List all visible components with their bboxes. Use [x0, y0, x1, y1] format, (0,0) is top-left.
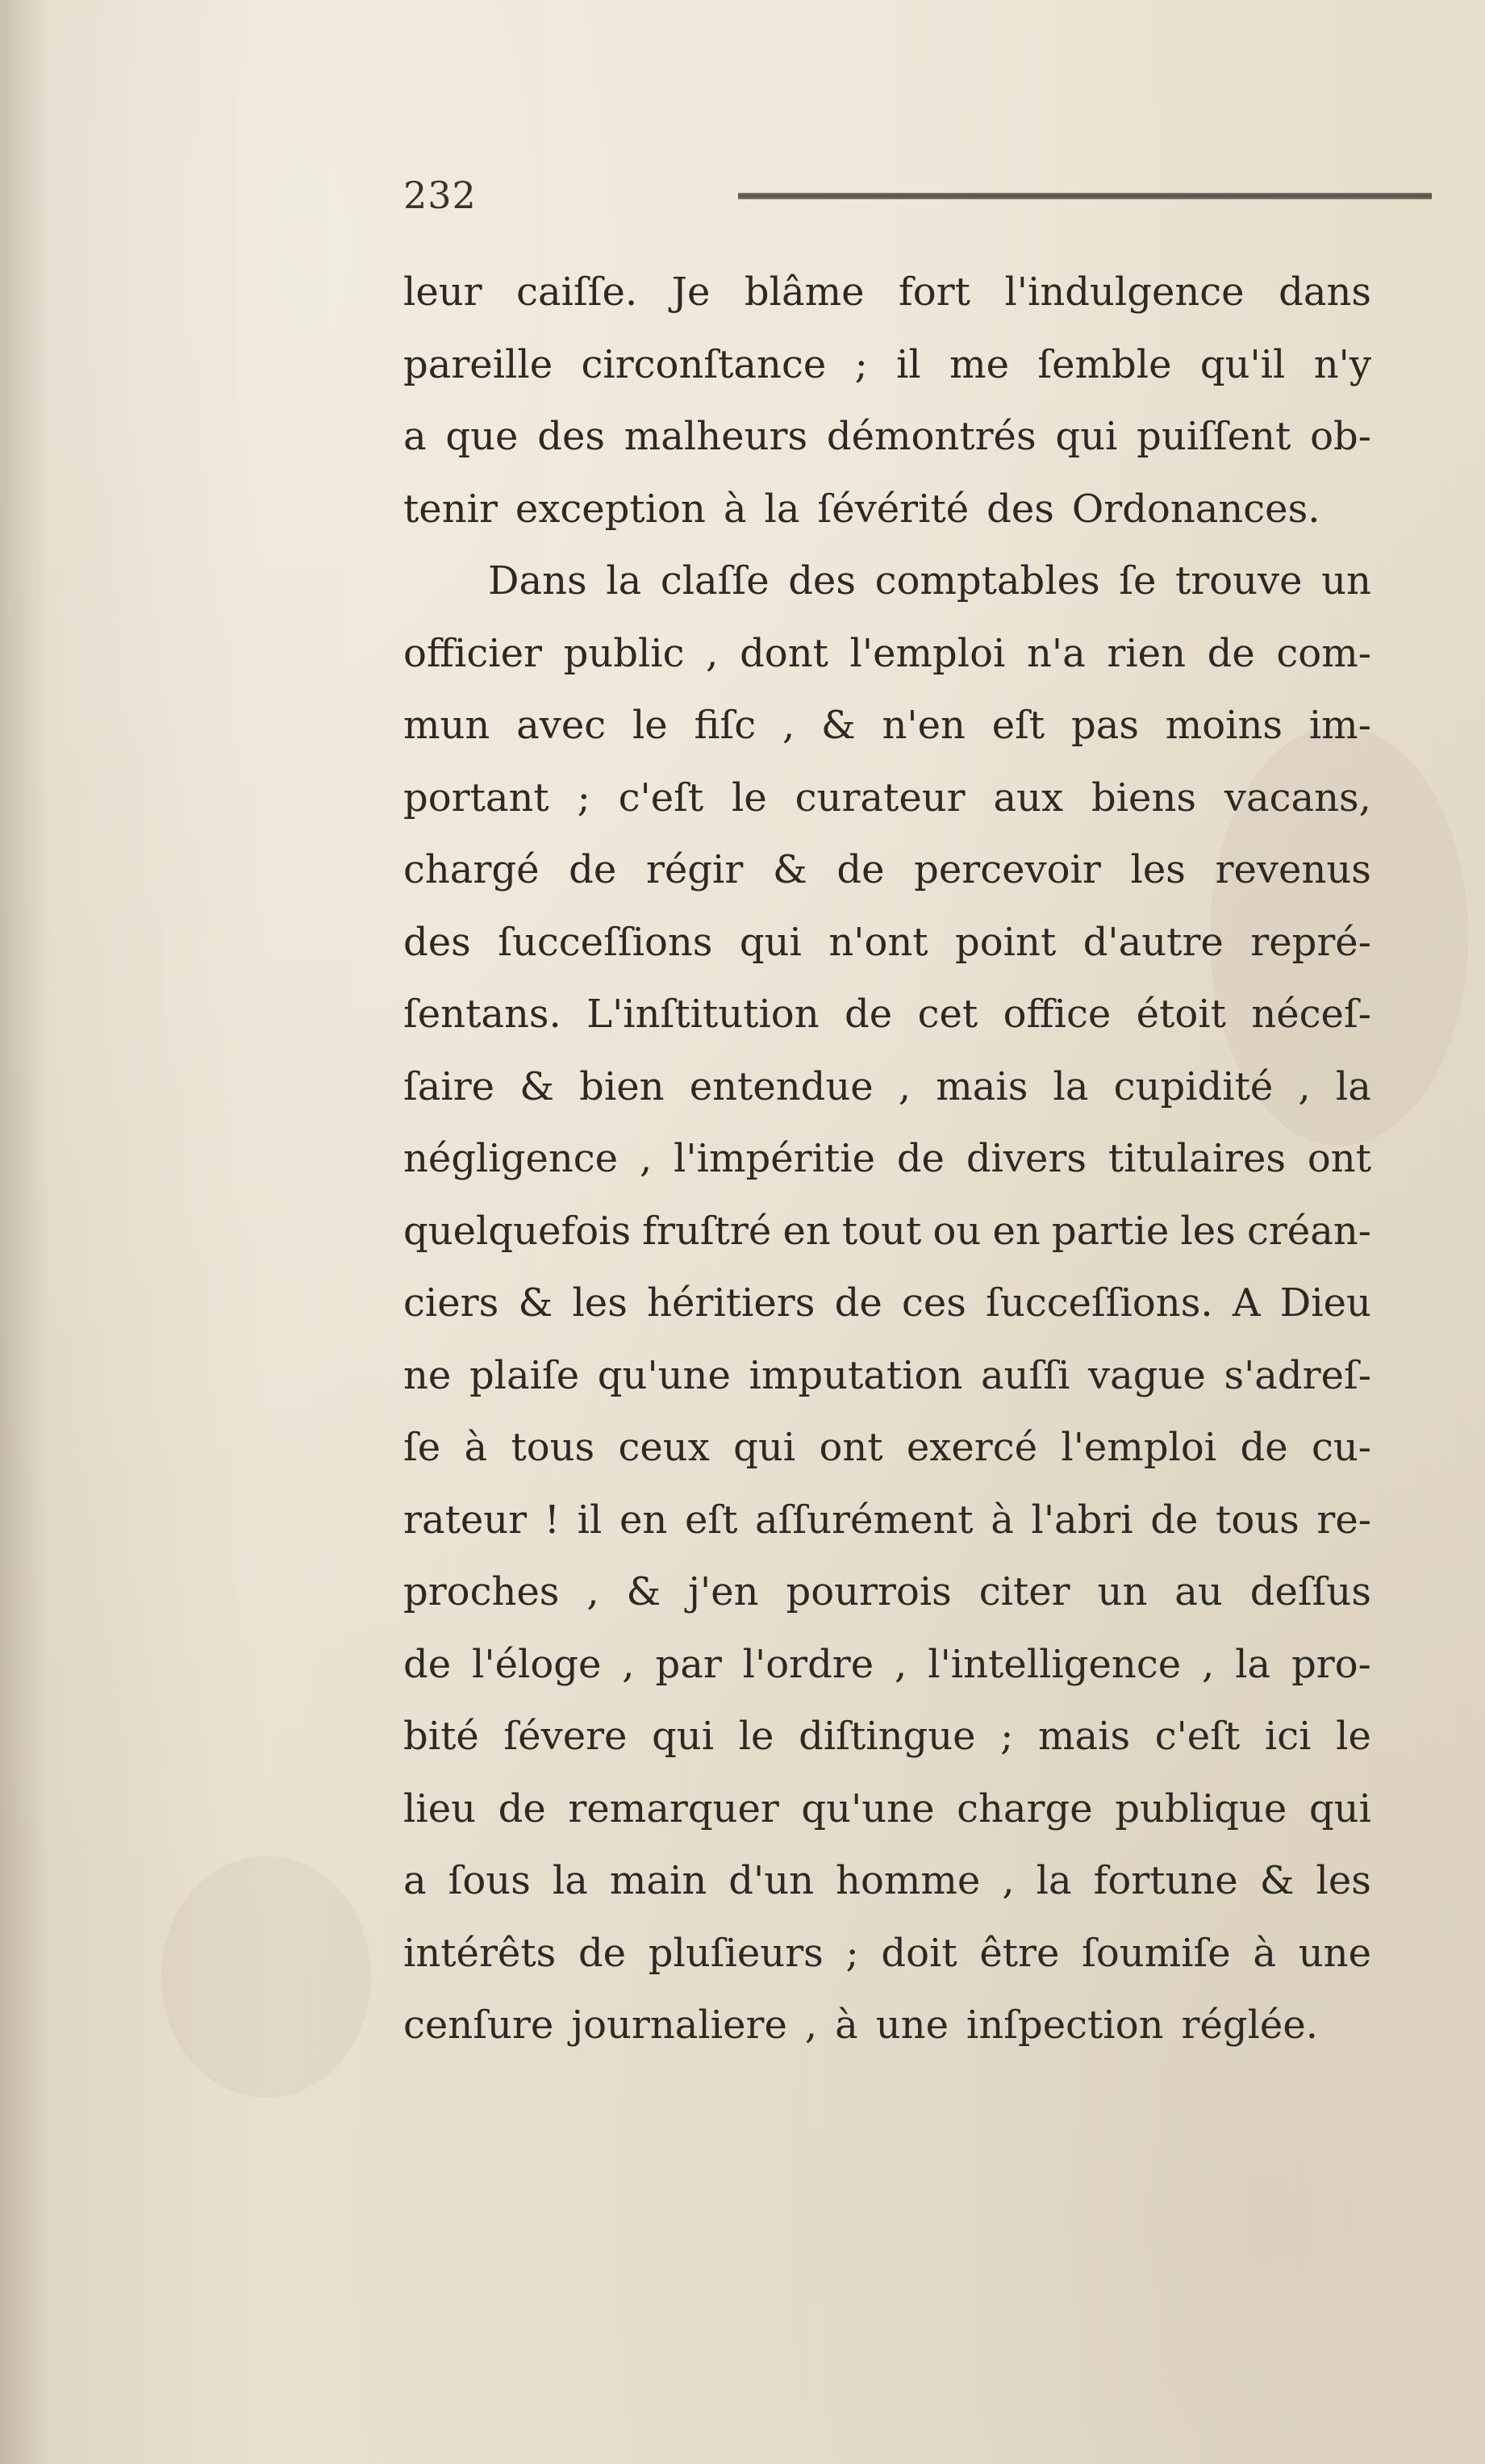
word: n'y: [1313, 341, 1371, 387]
paper-stain: [161, 1856, 371, 2098]
word: inſpection: [966, 2003, 1164, 2048]
word: ;: [577, 775, 590, 821]
text-line: [403, 979, 1371, 1051]
word: !: [544, 1497, 561, 1543]
word: l'ordre: [742, 1641, 874, 1687]
word: plaiſe: [469, 1352, 580, 1398]
text-line: [403, 1340, 1371, 1413]
word: réglée.: [1181, 2003, 1318, 2048]
word: fortune: [1093, 1858, 1238, 1903]
word: ou: [932, 1208, 982, 1254]
word: titulaires: [1107, 1136, 1287, 1181]
text-line: [403, 1918, 1371, 1990]
word: leur: [403, 269, 482, 315]
word: Je: [671, 269, 711, 315]
word: les: [1130, 847, 1186, 892]
word: la: [552, 1858, 588, 1903]
text-line: [403, 834, 1371, 907]
text-line: [403, 1629, 1371, 1702]
word: en: [782, 1208, 831, 1254]
word: néceſ-: [1251, 992, 1371, 1037]
word: tout: [841, 1208, 922, 1254]
word: de: [834, 1280, 882, 1326]
word: tenir: [403, 486, 498, 532]
word: percevoir: [914, 847, 1101, 892]
word: des: [987, 486, 1054, 532]
word: cenſure: [403, 2003, 554, 2048]
word: moins: [1165, 703, 1283, 748]
word: ſucceſſions.: [986, 1280, 1213, 1326]
word: l'intelligence: [928, 1641, 1182, 1687]
word: l'impéritie: [674, 1136, 875, 1181]
word: &: [519, 1063, 554, 1109]
body-text: [403, 257, 1371, 2062]
word: les: [1316, 1858, 1371, 1903]
word: ,: [586, 1569, 599, 1614]
text-line: [403, 1701, 1371, 1773]
text-line: [403, 690, 1371, 762]
word: une: [1298, 1930, 1371, 1976]
word: n'a: [1026, 630, 1086, 676]
page-header: [403, 173, 1032, 222]
word: la: [764, 486, 800, 532]
word: rien: [1107, 630, 1186, 676]
word: il: [896, 341, 921, 387]
word: l'abri: [1031, 1497, 1133, 1543]
text-line: [403, 762, 1371, 835]
word: la: [1235, 1641, 1271, 1687]
word: qui: [1055, 414, 1118, 459]
word: imputation: [749, 1352, 963, 1398]
word: partie: [1051, 1208, 1170, 1254]
page-number: 232: [403, 173, 477, 217]
word: le: [1336, 1714, 1371, 1759]
word: ,: [898, 1063, 911, 1109]
word: re-: [1316, 1497, 1371, 1543]
word: être: [979, 1930, 1060, 1976]
word: qui: [739, 919, 802, 965]
word: d'un: [728, 1858, 815, 1903]
word: ciers: [403, 1280, 499, 1326]
word: fruſtré: [642, 1208, 772, 1254]
word: tous: [511, 1425, 595, 1470]
word: de: [569, 847, 617, 892]
word: à: [991, 1497, 1014, 1543]
word: dans: [1279, 269, 1371, 315]
word: diſtingue: [799, 1714, 976, 1759]
word: citer: [978, 1569, 1070, 1614]
word: qui: [652, 1714, 715, 1759]
word: public: [563, 630, 685, 676]
word: démontrés: [826, 414, 1037, 459]
word: la: [606, 558, 642, 603]
word: malheurs: [624, 414, 808, 459]
word: l'emploi: [849, 630, 1006, 676]
word: puiſſent: [1137, 414, 1291, 459]
word: ,: [804, 2003, 818, 2048]
word: les: [1180, 1208, 1236, 1254]
word: de: [578, 1930, 627, 1976]
word: l'éloge: [472, 1641, 602, 1687]
word: des: [403, 919, 471, 965]
word: ,: [1202, 1641, 1215, 1687]
text-line: [403, 1845, 1371, 1918]
word: la: [1053, 1063, 1089, 1109]
word: négligence: [403, 1136, 619, 1181]
word: deſſus: [1249, 1569, 1371, 1614]
word: pareille: [403, 341, 553, 387]
word: rateur: [403, 1497, 528, 1543]
word: fiſc: [694, 703, 757, 748]
word: &: [772, 847, 807, 892]
word: s'adreſ-: [1224, 1352, 1371, 1398]
word: point: [955, 919, 1057, 965]
word: main: [609, 1858, 707, 1903]
word: ſe: [403, 1425, 441, 1470]
word: biens: [1091, 775, 1196, 821]
word: ont: [1307, 1136, 1371, 1181]
word: héritiers: [647, 1280, 815, 1326]
word: de: [836, 847, 885, 892]
word: revenus: [1215, 847, 1371, 892]
word: Ordonances.: [1071, 486, 1320, 532]
word: le: [632, 703, 668, 748]
word: ,: [639, 1136, 653, 1181]
word: exception: [515, 486, 706, 532]
word: journaliere: [571, 2003, 787, 2048]
word: ſous: [448, 1858, 531, 1903]
word: d'autre: [1082, 919, 1224, 965]
header-rule: [738, 193, 1432, 199]
word: L'inſtitution: [586, 992, 820, 1037]
word: de: [498, 1785, 546, 1831]
word: ſoumiſe: [1082, 1930, 1231, 1976]
text-line: [403, 1412, 1371, 1485]
word: &: [626, 1569, 661, 1614]
word: l'emploi: [1061, 1425, 1217, 1470]
word: curateur: [795, 775, 966, 821]
word: ſentans.: [403, 992, 561, 1037]
word: charge: [957, 1785, 1093, 1831]
word: ;: [854, 341, 868, 387]
word: pluſieurs: [648, 1930, 824, 1976]
word: ob-: [1310, 414, 1371, 459]
word: en: [992, 1208, 1041, 1254]
word: A: [1232, 1280, 1261, 1326]
word: lieu: [403, 1785, 477, 1831]
word: mais: [936, 1063, 1028, 1109]
text-line: [403, 1267, 1371, 1340]
word: de: [845, 992, 893, 1037]
word: &: [820, 703, 856, 748]
word: c'eſt: [618, 775, 704, 821]
word: à: [835, 2003, 858, 2048]
word: aſſurément: [755, 1497, 974, 1543]
word: ſemble: [1037, 341, 1172, 387]
text-line: [403, 474, 1371, 546]
word: les: [572, 1280, 628, 1326]
word: de: [1150, 1497, 1199, 1543]
word: de: [1207, 630, 1255, 676]
word: aux: [993, 775, 1064, 821]
word: le: [738, 1714, 774, 1759]
word: caiſſe.: [516, 269, 638, 315]
word: ont: [819, 1425, 883, 1470]
word: de: [1240, 1425, 1288, 1470]
word: ſaire: [403, 1063, 495, 1109]
word: qu'il: [1199, 341, 1286, 387]
word: doit: [881, 1930, 957, 1976]
text-line: [403, 257, 1371, 329]
word: en: [619, 1497, 668, 1543]
word: le: [732, 775, 767, 821]
word: repré-: [1250, 919, 1371, 965]
word: j'en: [688, 1569, 759, 1614]
word: pourrois: [786, 1569, 952, 1614]
word: divers: [966, 1136, 1087, 1181]
word: auſſi: [981, 1352, 1070, 1398]
word: a: [403, 414, 427, 459]
word: régir: [645, 847, 744, 892]
word: de: [896, 1136, 945, 1181]
word: ,: [706, 630, 719, 676]
word: des: [788, 558, 856, 603]
text-line: [403, 1123, 1371, 1196]
word: Dieu: [1279, 1280, 1371, 1326]
word: cupidité: [1113, 1063, 1274, 1109]
word: exercé: [906, 1425, 1038, 1470]
text-line: [403, 545, 1371, 618]
word: a: [403, 1858, 427, 1903]
word: homme: [836, 1858, 981, 1903]
text-line: [403, 1556, 1371, 1629]
spine-shadow: [0, 0, 48, 2464]
text-line: [403, 1485, 1371, 1557]
word: ceux: [618, 1425, 710, 1470]
text-line: [403, 1990, 1371, 2062]
word: qui: [733, 1425, 796, 1470]
word: que: [445, 414, 519, 459]
word: blâme: [744, 269, 865, 315]
word: ;: [845, 1930, 859, 1976]
word: au: [1174, 1569, 1223, 1614]
word: avec: [516, 703, 607, 748]
word: n'en: [882, 703, 966, 748]
word: eſt: [991, 703, 1045, 748]
word: comptables: [874, 558, 1100, 603]
word: com-: [1276, 630, 1371, 676]
word: publique: [1115, 1785, 1287, 1831]
word: pas: [1070, 703, 1139, 748]
word: étoit: [1136, 992, 1226, 1037]
word: ,: [895, 1641, 907, 1687]
word: des: [537, 414, 605, 459]
word: qu'une: [801, 1785, 935, 1831]
word: remarquer: [568, 1785, 779, 1831]
word: bien: [579, 1063, 665, 1109]
word: dont: [740, 630, 828, 676]
word: par: [655, 1641, 722, 1687]
text-line: [403, 329, 1371, 402]
word: un: [1321, 558, 1371, 603]
word: Dans: [488, 558, 587, 603]
word: ſévérité: [817, 486, 970, 532]
word: de: [403, 1641, 452, 1687]
word: &: [1259, 1858, 1295, 1903]
word: cet: [917, 992, 978, 1037]
text-line: [403, 1051, 1371, 1124]
word: vacans,: [1224, 775, 1371, 821]
text-line: [403, 618, 1371, 691]
word: tous: [1216, 1497, 1299, 1543]
word: à: [1253, 1930, 1277, 1976]
word: la: [1335, 1063, 1371, 1109]
word: bité: [403, 1714, 479, 1759]
text-line: [403, 907, 1371, 979]
word: eſt: [684, 1497, 738, 1543]
text-line: [403, 1773, 1371, 1846]
word: portant: [403, 775, 549, 821]
word: ſucceſſions: [498, 919, 713, 965]
word: créan-: [1246, 1208, 1371, 1254]
word: ,: [1298, 1063, 1311, 1109]
word: me: [949, 341, 1010, 387]
word: ici: [1264, 1714, 1312, 1759]
word: à: [723, 486, 747, 532]
word: l'indulgence: [1004, 269, 1245, 315]
word: fort: [899, 269, 970, 315]
word: à: [464, 1425, 488, 1470]
word: quelquefois: [403, 1208, 632, 1254]
word: il: [577, 1497, 603, 1543]
word: ;: [1000, 1714, 1014, 1759]
word: ſévere: [503, 1714, 628, 1759]
text-line: [403, 401, 1371, 474]
word: qu'une: [597, 1352, 731, 1398]
word: intérêts: [403, 1930, 557, 1976]
word: officier: [403, 630, 542, 676]
word: ,: [622, 1641, 635, 1687]
word: im-: [1308, 703, 1371, 748]
word: une: [875, 2003, 949, 2048]
word: office: [1003, 992, 1112, 1037]
word: mais: [1037, 1714, 1131, 1759]
word: proches: [403, 1569, 560, 1614]
word: un: [1097, 1569, 1148, 1614]
word: la: [1036, 1858, 1072, 1903]
word: vague: [1088, 1352, 1206, 1398]
word: cu-: [1311, 1425, 1371, 1470]
word: n'ont: [828, 919, 928, 965]
word: ſe: [1119, 558, 1157, 603]
word: ,: [1002, 1858, 1015, 1903]
word: pro-: [1291, 1641, 1371, 1687]
word: chargé: [403, 847, 540, 892]
word: &: [518, 1280, 553, 1326]
word: c'eſt: [1154, 1714, 1241, 1759]
word: mun: [403, 703, 490, 748]
word: circonſtance: [581, 341, 827, 387]
word: ne: [403, 1352, 452, 1398]
word: trouve: [1174, 558, 1303, 603]
word: qui: [1308, 1785, 1371, 1831]
text-line: [403, 1196, 1371, 1268]
word: ces: [901, 1280, 966, 1326]
word: claſſe: [660, 558, 770, 603]
word: entendue: [689, 1063, 874, 1109]
word: ,: [782, 703, 795, 748]
